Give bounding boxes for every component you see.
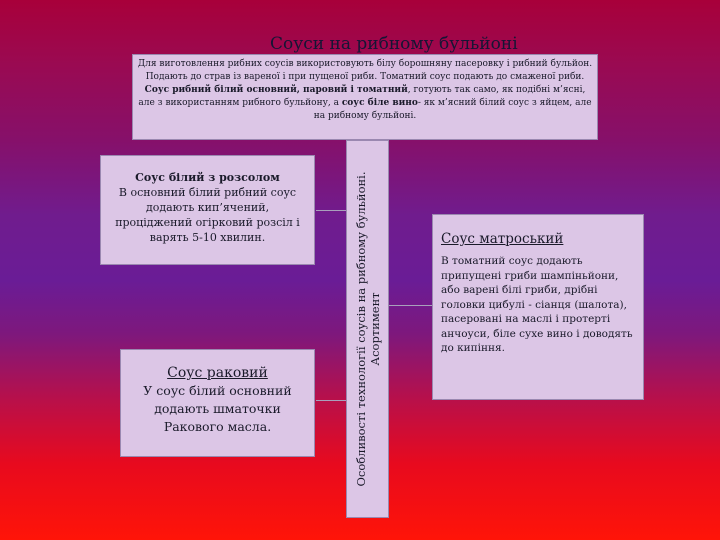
- vertical-heading-box: [346, 140, 389, 518]
- connector-line: [316, 210, 346, 211]
- connector-line: [316, 400, 346, 401]
- page-title: Соуси на рибному бульйоні: [270, 34, 518, 54]
- sauce-card-matroskyi: [432, 214, 644, 400]
- sauce-card-title: Соус білий з розсолом: [135, 171, 280, 184]
- sauce-card-text: В основний білий рибний соус додають кип’ячений, проціджений огірковий розсіл і варять 5-10 хвилин.: [115, 186, 300, 244]
- sauce-card-title: Соус раковий: [167, 365, 268, 381]
- vertical-heading-line1: Особливості технології соусів на рибному бульйоні.: [353, 171, 368, 487]
- connector-line: [389, 305, 432, 306]
- sauce-card-roslol: [100, 155, 315, 265]
- sauce-card-text: В томатний соус додають припущені гриби шампіньйони, або варені білі гриби, дрібні головки цибулі - сіанця (шалота), пасеровані на маслі і протерті анчоуси, біле сухе вино і доводять до кипіння.: [441, 255, 633, 354]
- intro-text-part2: , готують так само, як подібні м’ясні, але з використанням рибного бульйону, а: [138, 85, 586, 108]
- sauce-card-rakovyi: [120, 349, 315, 457]
- intro-text-box: [132, 54, 598, 140]
- intro-text-part1: Для виготовлення рибних соусів використовують білу борошняну пасеровку і рибний бульйон. Подають до страв із вареної і при пущеної риби. Томатний соус подають до смаженої риби.: [137, 59, 593, 82]
- sauce-card-text: У соус білий основний додають шматочки Ракового масла.: [143, 383, 292, 434]
- intro-text-bold2: соус біле вино: [341, 98, 418, 108]
- intro-text-part3: - як м’ясний білий соус з яйцем, але на рибному бульйоні.: [313, 98, 592, 121]
- sauce-card-title: Соус матроський: [441, 231, 564, 247]
- vertical-heading: [354, 144, 382, 514]
- intro-text-bold1: Соус рибний білий основний, паровий і томатний: [144, 85, 408, 95]
- vertical-heading-line2: Асортимент: [367, 292, 382, 366]
